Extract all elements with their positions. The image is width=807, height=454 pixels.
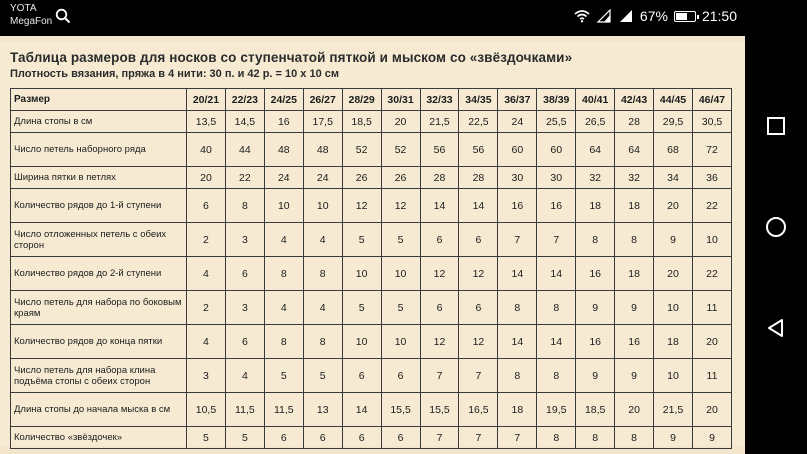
table-cell: 18 bbox=[615, 189, 654, 223]
table-row bbox=[11, 189, 732, 223]
table-cell: 20 bbox=[692, 325, 731, 359]
table-cell: 8 bbox=[264, 257, 303, 291]
table-cell: 9 bbox=[615, 359, 654, 393]
table-cell: 13 bbox=[303, 393, 342, 427]
row-label: Количество «звёздочек» bbox=[11, 427, 187, 449]
table-cell: 32 bbox=[615, 167, 654, 189]
table-row bbox=[11, 111, 732, 133]
table-cell: 6 bbox=[381, 359, 420, 393]
table-cell: 56 bbox=[459, 133, 498, 167]
table-cell: 10 bbox=[654, 291, 693, 325]
table-cell: 52 bbox=[342, 133, 381, 167]
table-cell: 28 bbox=[459, 167, 498, 189]
table-cell: 8 bbox=[498, 291, 537, 325]
table-cell: 12 bbox=[342, 189, 381, 223]
table-cell: 8 bbox=[615, 427, 654, 449]
table-cell: 6 bbox=[420, 223, 459, 257]
navigation-bar bbox=[745, 0, 807, 454]
carrier-name-2: MegaFon bbox=[10, 16, 53, 27]
table-cell: 7 bbox=[498, 427, 537, 449]
page-subtitle: Плотность вязания, пряжа в 4 нити: 30 п. и 42 р. = 10 х 10 см bbox=[10, 68, 340, 80]
battery-icon bbox=[674, 11, 696, 22]
table-cell: 52 bbox=[381, 133, 420, 167]
page-title: Таблица размеров для носков со ступенчатой пяткой и мыском со «звёздочками» bbox=[10, 50, 573, 65]
table-cell: 32 bbox=[576, 167, 615, 189]
table-cell: 7 bbox=[537, 223, 576, 257]
table-cell: 7 bbox=[459, 359, 498, 393]
table-cell: 5 bbox=[342, 291, 381, 325]
table-cell: 29,5 bbox=[654, 111, 693, 133]
table-cell: 24 bbox=[303, 167, 342, 189]
table-cell: 8 bbox=[537, 291, 576, 325]
table-cell: 20 bbox=[187, 167, 226, 189]
signal-icon bbox=[596, 9, 612, 23]
table-cell: 9 bbox=[654, 223, 693, 257]
table-cell: 4 bbox=[264, 291, 303, 325]
size-header: 38/39 bbox=[537, 89, 576, 111]
table-cell: 8 bbox=[537, 427, 576, 449]
table-cell: 8 bbox=[225, 189, 264, 223]
table-cell: 14 bbox=[537, 325, 576, 359]
table-cell: 3 bbox=[225, 291, 264, 325]
home-circle-icon[interactable] bbox=[764, 215, 788, 239]
table-cell: 11,5 bbox=[225, 393, 264, 427]
table-cell: 9 bbox=[576, 359, 615, 393]
table-cell: 6 bbox=[342, 359, 381, 393]
table-cell: 12 bbox=[459, 325, 498, 359]
table-row bbox=[11, 257, 732, 291]
table-cell: 10 bbox=[381, 325, 420, 359]
table-cell: 72 bbox=[692, 133, 731, 167]
status-bar bbox=[0, 0, 745, 36]
table-cell: 10 bbox=[303, 189, 342, 223]
table-row bbox=[11, 325, 732, 359]
magazine-page bbox=[0, 42, 745, 446]
size-header: 46/47 bbox=[692, 89, 731, 111]
table-row bbox=[11, 291, 732, 325]
table-cell: 4 bbox=[187, 325, 226, 359]
size-header: 26/27 bbox=[303, 89, 342, 111]
table-cell: 11 bbox=[692, 291, 731, 325]
table-cell: 22 bbox=[692, 257, 731, 291]
table-cell: 20 bbox=[692, 393, 731, 427]
table-cell: 40 bbox=[187, 133, 226, 167]
battery-percent: 67% bbox=[639, 8, 668, 24]
table-cell: 36 bbox=[692, 167, 731, 189]
table-cell: 6 bbox=[225, 257, 264, 291]
size-table bbox=[10, 88, 732, 449]
table-cell: 4 bbox=[264, 223, 303, 257]
table-cell: 8 bbox=[576, 223, 615, 257]
table-cell: 64 bbox=[576, 133, 615, 167]
table-cell: 16 bbox=[576, 325, 615, 359]
size-header: 44/45 bbox=[654, 89, 693, 111]
size-header: 30/31 bbox=[381, 89, 420, 111]
table-cell: 15,5 bbox=[420, 393, 459, 427]
table-cell: 22 bbox=[225, 167, 264, 189]
row-label: Ширина пятки в петлях bbox=[11, 167, 187, 189]
row-label: Число петель наборного ряда bbox=[11, 133, 187, 167]
table-cell: 5 bbox=[187, 427, 226, 449]
table-cell: 5 bbox=[381, 291, 420, 325]
table-cell: 48 bbox=[264, 133, 303, 167]
table-cell: 16 bbox=[537, 189, 576, 223]
table-cell: 8 bbox=[264, 325, 303, 359]
table-cell: 25,5 bbox=[537, 111, 576, 133]
table-cell: 28 bbox=[420, 167, 459, 189]
table-cell: 10 bbox=[654, 359, 693, 393]
table-cell: 18 bbox=[615, 257, 654, 291]
table-cell: 28 bbox=[615, 111, 654, 133]
table-cell: 16 bbox=[576, 257, 615, 291]
table-cell: 6 bbox=[264, 427, 303, 449]
table-cell: 8 bbox=[303, 325, 342, 359]
carrier-name-1: YOTA bbox=[10, 3, 37, 14]
table-cell: 18 bbox=[654, 325, 693, 359]
table-cell: 8 bbox=[498, 359, 537, 393]
row-label: Количество рядов до 2-й ступени bbox=[11, 257, 187, 291]
table-cell: 10 bbox=[342, 325, 381, 359]
table-cell: 10 bbox=[264, 189, 303, 223]
table-cell: 64 bbox=[615, 133, 654, 167]
table-cell: 10,5 bbox=[187, 393, 226, 427]
recents-square-icon[interactable] bbox=[764, 114, 788, 138]
row-label: Количество рядов до 1-й ступени bbox=[11, 189, 187, 223]
table-cell: 13,5 bbox=[187, 111, 226, 133]
carrier-info bbox=[10, 2, 52, 28]
wifi-icon bbox=[574, 9, 590, 23]
table-cell: 21,5 bbox=[420, 111, 459, 133]
table-cell: 14,5 bbox=[225, 111, 264, 133]
table-cell: 30 bbox=[537, 167, 576, 189]
table-cell: 26 bbox=[342, 167, 381, 189]
table-cell: 19,5 bbox=[537, 393, 576, 427]
back-triangle-icon[interactable] bbox=[764, 316, 788, 340]
table-cell: 2 bbox=[187, 223, 226, 257]
table-row bbox=[11, 359, 732, 393]
table-cell: 16 bbox=[264, 111, 303, 133]
table-cell: 7 bbox=[498, 223, 537, 257]
table-cell: 9 bbox=[654, 427, 693, 449]
signal-icon-2 bbox=[618, 9, 634, 23]
table-cell: 18,5 bbox=[576, 393, 615, 427]
table-cell: 6 bbox=[187, 189, 226, 223]
table-cell: 8 bbox=[576, 427, 615, 449]
row-label: Число петель для набора по боковым краям bbox=[11, 291, 187, 325]
table-row bbox=[11, 167, 732, 189]
table-cell: 2 bbox=[187, 291, 226, 325]
row-label: Длина стопы до начала мыска в см bbox=[11, 393, 187, 427]
table-cell: 14 bbox=[537, 257, 576, 291]
table-cell: 20 bbox=[615, 393, 654, 427]
size-header: 36/37 bbox=[498, 89, 537, 111]
table-cell: 6 bbox=[459, 291, 498, 325]
table-cell: 5 bbox=[225, 427, 264, 449]
table-cell: 5 bbox=[342, 223, 381, 257]
table-header-row bbox=[11, 89, 732, 111]
table-cell: 9 bbox=[615, 291, 654, 325]
table-cell: 22 bbox=[692, 189, 731, 223]
table-cell: 7 bbox=[459, 427, 498, 449]
table-cell: 60 bbox=[498, 133, 537, 167]
table-cell: 4 bbox=[303, 223, 342, 257]
table-cell: 48 bbox=[303, 133, 342, 167]
table-cell: 14 bbox=[459, 189, 498, 223]
size-header: 22/23 bbox=[225, 89, 264, 111]
size-header: 20/21 bbox=[187, 89, 226, 111]
table-cell: 12 bbox=[420, 257, 459, 291]
table-cell: 24 bbox=[498, 111, 537, 133]
table-cell: 9 bbox=[692, 427, 731, 449]
status-icons bbox=[574, 8, 737, 24]
table-cell: 56 bbox=[420, 133, 459, 167]
table-cell: 12 bbox=[459, 257, 498, 291]
table-row bbox=[11, 223, 732, 257]
table-cell: 26,5 bbox=[576, 111, 615, 133]
table-cell: 44 bbox=[225, 133, 264, 167]
table-cell: 14 bbox=[498, 257, 537, 291]
size-header: 24/25 bbox=[264, 89, 303, 111]
table-cell: 6 bbox=[225, 325, 264, 359]
row-label: Число отложенных петель с обеих сторон bbox=[11, 223, 187, 257]
table-cell: 10 bbox=[342, 257, 381, 291]
table-cell: 7 bbox=[420, 427, 459, 449]
table-cell: 14 bbox=[420, 189, 459, 223]
table-cell: 17,5 bbox=[303, 111, 342, 133]
table-cell: 20 bbox=[654, 189, 693, 223]
table-cell: 4 bbox=[225, 359, 264, 393]
table-cell: 6 bbox=[459, 223, 498, 257]
table-cell: 60 bbox=[537, 133, 576, 167]
search-icon[interactable] bbox=[55, 8, 71, 24]
table-cell: 11,5 bbox=[264, 393, 303, 427]
table-cell: 16 bbox=[615, 325, 654, 359]
table-cell: 7 bbox=[420, 359, 459, 393]
table-cell: 18,5 bbox=[342, 111, 381, 133]
table-cell: 34 bbox=[654, 167, 693, 189]
table-cell: 30 bbox=[498, 167, 537, 189]
table-cell: 6 bbox=[303, 427, 342, 449]
table-cell: 14 bbox=[498, 325, 537, 359]
table-cell: 12 bbox=[381, 189, 420, 223]
table-row bbox=[11, 427, 732, 449]
size-header: 34/35 bbox=[459, 89, 498, 111]
photo-viewer[interactable] bbox=[0, 36, 745, 454]
table-cell: 20 bbox=[654, 257, 693, 291]
table-cell: 4 bbox=[187, 257, 226, 291]
row-label: Количество рядов до конца пятки bbox=[11, 325, 187, 359]
table-cell: 5 bbox=[303, 359, 342, 393]
table-cell: 6 bbox=[420, 291, 459, 325]
table-row bbox=[11, 133, 732, 167]
table-cell: 9 bbox=[576, 291, 615, 325]
table-cell: 14 bbox=[342, 393, 381, 427]
table-cell: 3 bbox=[225, 223, 264, 257]
table-cell: 20 bbox=[381, 111, 420, 133]
table-cell: 10 bbox=[692, 223, 731, 257]
table-cell: 8 bbox=[615, 223, 654, 257]
size-header: 28/29 bbox=[342, 89, 381, 111]
table-cell: 68 bbox=[654, 133, 693, 167]
clock: 21:50 bbox=[701, 8, 737, 24]
table-cell: 5 bbox=[264, 359, 303, 393]
table-cell: 11 bbox=[692, 359, 731, 393]
size-header: 32/33 bbox=[420, 89, 459, 111]
table-cell: 6 bbox=[381, 427, 420, 449]
table-cell: 8 bbox=[303, 257, 342, 291]
table-cell: 6 bbox=[342, 427, 381, 449]
table-cell: 8 bbox=[537, 359, 576, 393]
row-label: Длина стопы в см bbox=[11, 111, 187, 133]
table-cell: 22,5 bbox=[459, 111, 498, 133]
table-cell: 12 bbox=[420, 325, 459, 359]
table-cell: 4 bbox=[303, 291, 342, 325]
table-cell: 26 bbox=[381, 167, 420, 189]
table-cell: 21,5 bbox=[654, 393, 693, 427]
table-cell: 15,5 bbox=[381, 393, 420, 427]
table-row bbox=[11, 393, 732, 427]
size-header: 40/41 bbox=[576, 89, 615, 111]
table-cell: 24 bbox=[264, 167, 303, 189]
row-label: Число петель для набора клина подъёма стопы с обеих сторон bbox=[11, 359, 187, 393]
table-cell: 3 bbox=[187, 359, 226, 393]
table-cell: 10 bbox=[381, 257, 420, 291]
table-cell: 18 bbox=[498, 393, 537, 427]
header-label: Размер bbox=[11, 89, 187, 111]
table-cell: 30,5 bbox=[692, 111, 731, 133]
table-cell: 16 bbox=[498, 189, 537, 223]
size-header: 42/43 bbox=[615, 89, 654, 111]
table-cell: 18 bbox=[576, 189, 615, 223]
table-cell: 5 bbox=[381, 223, 420, 257]
table-cell: 16,5 bbox=[459, 393, 498, 427]
